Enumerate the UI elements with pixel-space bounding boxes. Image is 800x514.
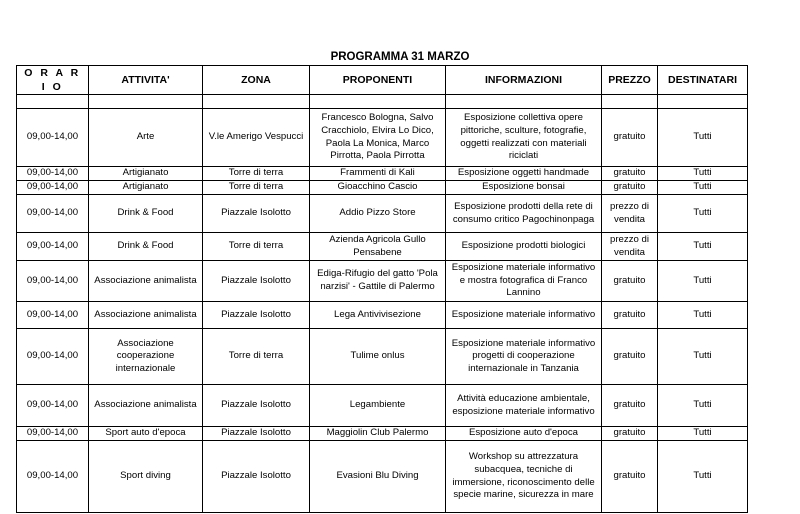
cell-attivita: Arte xyxy=(89,109,203,167)
empty-cell xyxy=(602,95,658,109)
cell-destinatari: Tutti xyxy=(658,109,748,167)
cell-orario: 09,00-14,00 xyxy=(17,329,89,385)
cell-informazioni: Esposizione oggetti handmade xyxy=(446,167,602,181)
cell-proponenti: Frammenti di Kali xyxy=(310,167,446,181)
cell-informazioni: Workshop su attrezzatura subacquea, tecniche di immersione, riconoscimento delle specie marine, sicurezza in mare xyxy=(446,441,602,513)
table-row xyxy=(17,441,748,513)
column-header-attivita: ATTIVITA' xyxy=(89,66,203,95)
cell-orario: 09,00-14,00 xyxy=(17,167,89,181)
column-header-zona: ZONA xyxy=(203,66,310,95)
cell-destinatari: Tutti xyxy=(658,261,748,302)
cell-orario: 09,00-14,00 xyxy=(17,181,89,195)
cell-attivita: Drink & Food xyxy=(89,195,203,233)
empty-cell xyxy=(310,95,446,109)
table-row xyxy=(17,385,748,427)
cell-orario: 09,00-14,00 xyxy=(17,441,89,513)
cell-informazioni: Esposizione bonsai xyxy=(446,181,602,195)
cell-informazioni: Attività educazione ambientale, esposizione materiale informativo xyxy=(446,385,602,427)
cell-destinatari: Tutti xyxy=(658,233,748,261)
column-header-destinatari: DESTINATARI xyxy=(658,66,748,95)
cell-orario: 09,00-14,00 xyxy=(17,385,89,427)
empty-cell xyxy=(17,95,89,109)
cell-destinatari: Tutti xyxy=(658,302,748,329)
cell-proponenti: Maggiolin Club Palermo xyxy=(310,427,446,441)
cell-prezzo: gratuito xyxy=(602,167,658,181)
column-header-orario: O R A R I O xyxy=(17,66,89,95)
cell-prezzo: gratuito xyxy=(602,109,658,167)
cell-zona: V.le Amerigo Vespucci xyxy=(203,109,310,167)
cell-attivita: Associazione animalista xyxy=(89,261,203,302)
cell-destinatari: Tutti xyxy=(658,181,748,195)
cell-prezzo: gratuito xyxy=(602,302,658,329)
cell-informazioni: Esposizione prodotti della rete di consumo critico Pagochinonpaga xyxy=(446,195,602,233)
cell-destinatari: Tutti xyxy=(658,427,748,441)
cell-attivita: Sport diving xyxy=(89,441,203,513)
cell-orario: 09,00-14,00 xyxy=(17,195,89,233)
cell-zona: Piazzale Isolotto xyxy=(203,427,310,441)
cell-orario: 09,00-14,00 xyxy=(17,233,89,261)
column-header-proponenti: PROPONENTI xyxy=(310,66,446,95)
cell-proponenti: Francesco Bologna, Salvo Cracchiolo, Elvira Lo Dico, Paola La Monica, Marco Pirrotta, Paola Pirrotta xyxy=(310,109,446,167)
page-title: PROGRAMMA 31 MARZO xyxy=(330,51,470,63)
cell-proponenti: Gioacchino Cascio xyxy=(310,181,446,195)
cell-prezzo: gratuito xyxy=(602,181,658,195)
cell-zona: Torre di terra xyxy=(203,167,310,181)
column-header-prezzo: PREZZO xyxy=(602,66,658,95)
cell-orario: 09,00-14,00 xyxy=(17,302,89,329)
cell-zona: Piazzale Isolotto xyxy=(203,385,310,427)
cell-proponenti: Tulime onlus xyxy=(310,329,446,385)
cell-proponenti: Ediga-Rifugio del gatto 'Pola narzisi' - Gattile di Palermo xyxy=(310,261,446,302)
program-table xyxy=(16,65,748,513)
column-header-informazioni: INFORMAZIONI xyxy=(446,66,602,95)
cell-zona: Piazzale Isolotto xyxy=(203,441,310,513)
cell-destinatari: Tutti xyxy=(658,441,748,513)
table-row xyxy=(17,181,748,195)
cell-informazioni: Esposizione prodotti biologici xyxy=(446,233,602,261)
empty-cell xyxy=(446,95,602,109)
table-row xyxy=(17,261,748,302)
cell-zona: Torre di terra xyxy=(203,329,310,385)
cell-zona: Piazzale Isolotto xyxy=(203,261,310,302)
cell-proponenti: Azienda Agricola Gullo Pensabene xyxy=(310,233,446,261)
cell-prezzo: gratuito xyxy=(602,261,658,302)
cell-destinatari: Tutti xyxy=(658,329,748,385)
cell-informazioni: Esposizione auto d'epoca xyxy=(446,427,602,441)
empty-cell xyxy=(89,95,203,109)
table-row xyxy=(17,167,748,181)
cell-zona: Torre di terra xyxy=(203,233,310,261)
table-row xyxy=(17,233,748,261)
cell-proponenti: Addio Pizzo Store xyxy=(310,195,446,233)
table-row xyxy=(17,302,748,329)
cell-informazioni: Esposizione collettiva opere pittoriche, sculture, fotografie, oggetti realizzati con materiali riciclati xyxy=(446,109,602,167)
cell-proponenti: Evasioni Blu Diving xyxy=(310,441,446,513)
cell-zona: Piazzale Isolotto xyxy=(203,302,310,329)
cell-informazioni: Esposizione materiale informativo xyxy=(446,302,602,329)
cell-orario: 09,00-14,00 xyxy=(17,261,89,302)
cell-attivita: Artigianato xyxy=(89,167,203,181)
cell-prezzo: gratuito xyxy=(602,441,658,513)
cell-proponenti: Lega Antivivisezione xyxy=(310,302,446,329)
cell-attivita: Associazione cooperazione internazionale xyxy=(89,329,203,385)
cell-destinatari: Tutti xyxy=(658,385,748,427)
table-row xyxy=(17,109,748,167)
cell-proponenti: Legambiente xyxy=(310,385,446,427)
cell-zona: Piazzale Isolotto xyxy=(203,195,310,233)
empty-cell xyxy=(658,95,748,109)
cell-prezzo: gratuito xyxy=(602,427,658,441)
cell-prezzo: gratuito xyxy=(602,329,658,385)
table-row xyxy=(17,195,748,233)
cell-attivita: Associazione animalista xyxy=(89,302,203,329)
cell-attivita: Associazione animalista xyxy=(89,385,203,427)
cell-destinatari: Tutti xyxy=(658,167,748,181)
cell-informazioni: Esposizione materiale informativo progetti di cooperazione internazionale in Tanzania xyxy=(446,329,602,385)
cell-destinatari: Tutti xyxy=(658,195,748,233)
cell-attivita: Artigianato xyxy=(89,181,203,195)
table-row xyxy=(17,427,748,441)
cell-zona: Torre di terra xyxy=(203,181,310,195)
table-row xyxy=(17,329,748,385)
cell-prezzo: prezzo di vendita xyxy=(602,233,658,261)
cell-prezzo: gratuito xyxy=(602,385,658,427)
cell-attivita: Drink & Food xyxy=(89,233,203,261)
cell-orario: 09,00-14,00 xyxy=(17,109,89,167)
cell-prezzo: prezzo di vendita xyxy=(602,195,658,233)
empty-row xyxy=(17,95,748,109)
cell-informazioni: Esposizione materiale informativo e mostra fotografica di Franco Lannino xyxy=(446,261,602,302)
cell-orario: 09,00-14,00 xyxy=(17,427,89,441)
empty-cell xyxy=(203,95,310,109)
cell-attivita: Sport auto d'epoca xyxy=(89,427,203,441)
header-row xyxy=(17,66,748,95)
